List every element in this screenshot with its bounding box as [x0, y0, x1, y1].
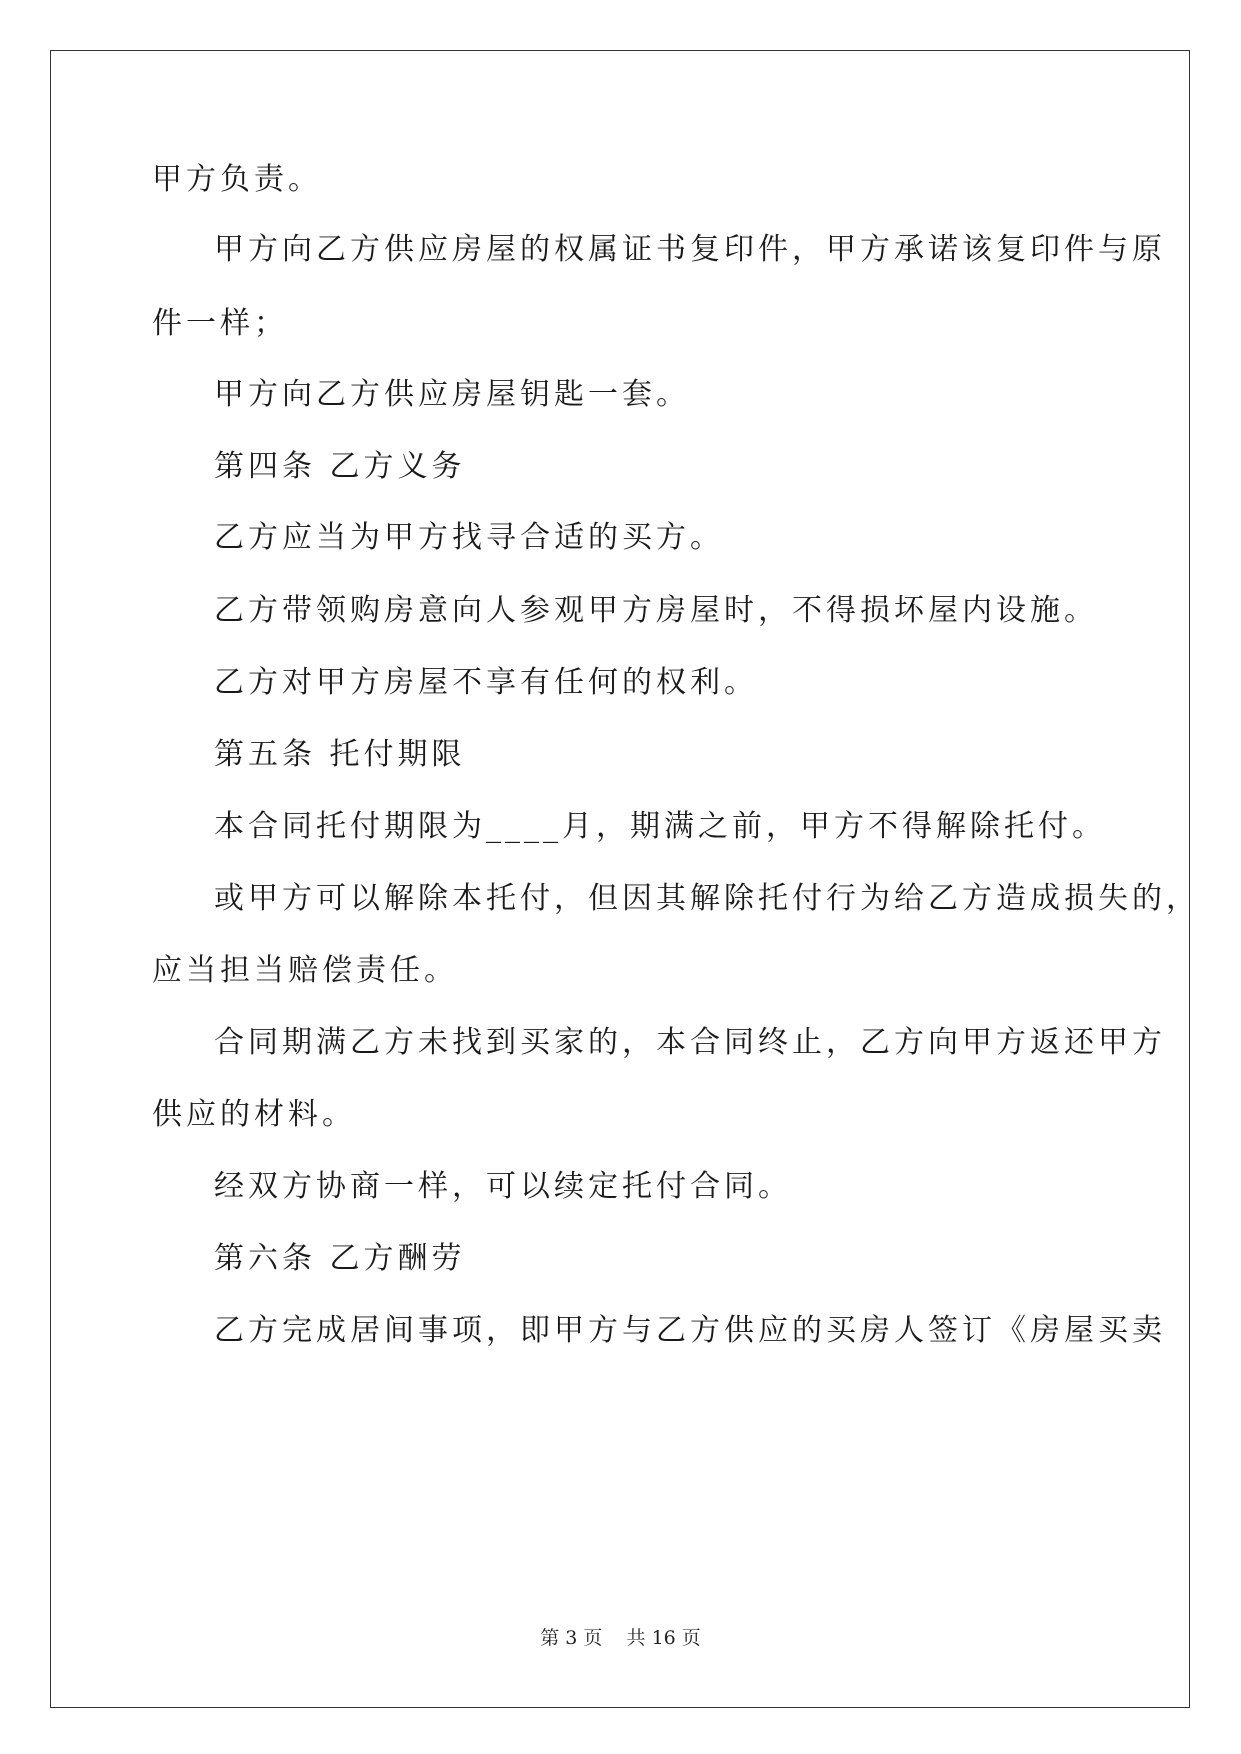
text-line: 或甲方可以解除本托付，但因其解除托付行为给乙方造成损失的，: [214, 881, 1200, 916]
text-line: 件一样；: [152, 306, 288, 341]
article-heading: 第六条 乙方酬劳: [214, 1241, 466, 1276]
text-line: 应当担当赔偿责任。: [152, 953, 458, 988]
text-line: 甲方向乙方供应房屋的权属证书复印件，甲方承诺该复印件与原: [214, 232, 1166, 267]
text-line: 乙方带领购房意向人参观甲方房屋时，不得损坏屋内设施。: [214, 593, 1098, 628]
text-line: 合同期满乙方未找到买家的，本合同终止，乙方向甲方返还甲方: [214, 1025, 1166, 1060]
article-heading: 第四条 乙方义务: [214, 449, 466, 484]
page-number-footer: 第 3 页 共 16 页: [540, 1627, 701, 1649]
text-line: 供应的材料。: [152, 1097, 356, 1132]
article-heading: 第五条 托付期限: [214, 737, 466, 772]
text-line: 乙方对甲方房屋不享有任何的权利。: [214, 665, 758, 700]
text-line: 本合同托付期限为____月，期满之前，甲方不得解除托付。: [214, 809, 1106, 844]
text-line: 乙方应当为甲方找寻合适的买方。: [214, 520, 724, 555]
text-line: 甲方向乙方供应房屋钥匙一套。: [214, 377, 690, 412]
text-line: 甲方负责。: [152, 162, 322, 197]
text-line: 乙方完成居间事项，即甲方与乙方供应的买房人签订《房屋买卖: [214, 1313, 1166, 1348]
text-line: 经双方协商一样，可以续定托付合同。: [214, 1169, 792, 1204]
